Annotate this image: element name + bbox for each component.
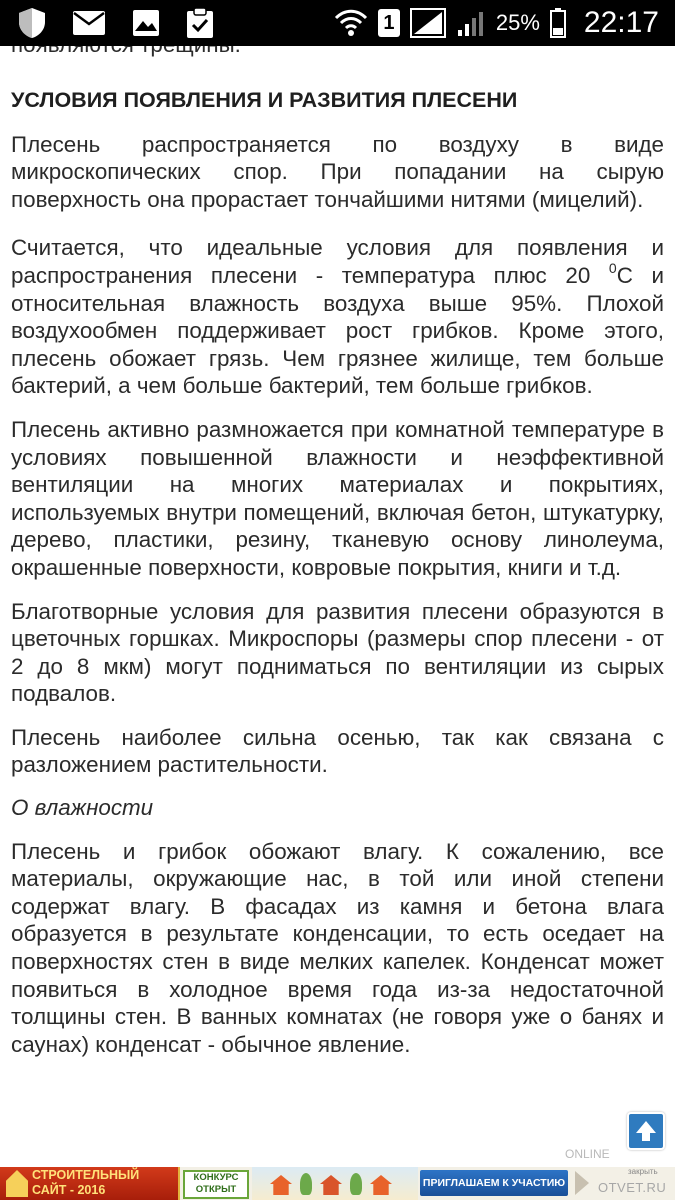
ad-title: [32, 1168, 139, 1198]
paragraph-conditions: [11, 234, 664, 400]
ad-contest-line1: КОНКУРС: [193, 1172, 239, 1183]
battery-percent: 25%: [495, 10, 540, 35]
signal-icon: [410, 8, 446, 38]
watermark-online: ONLINE: [565, 1147, 610, 1161]
tree-icon: [350, 1173, 362, 1195]
ad-banner[interactable]: [0, 1167, 675, 1200]
status-bar: [0, 0, 675, 46]
battery-icon: [550, 8, 566, 38]
ad-invite-button[interactable]: ПРИГЛАШАЕМ К УЧАСТИЮ: [420, 1170, 568, 1196]
ad-title-line1: СТРОИТЕЛЬНЫЙ: [32, 1168, 140, 1182]
paragraph-conditions-start: Считается, что идеальные условия для появления и распространения плесени - температура плюс 20: [11, 235, 664, 288]
house-logo-icon: [6, 1170, 28, 1197]
house-icon: [370, 1175, 392, 1195]
wifi-icon: [334, 8, 368, 38]
house-icon: [320, 1175, 342, 1195]
paragraph-materials: Плесень активно размножается при комнатной температуре в условиях повышенной влажности и неэффективной вентиляции на многих материалах и покрытиях, используемых внутри помещений, включая бетон, штукатурку, дерево, пластики, резину, тканевую основу линолеума, окрашенные поверхности, ковровые покрытия, книги и т.д.: [11, 416, 664, 580]
clock: 22:17: [583, 6, 659, 39]
ad-contest-badge: [183, 1170, 249, 1199]
shield-icon: [18, 7, 46, 39]
tree-icon: [300, 1173, 312, 1195]
ad-illustration: [252, 1167, 418, 1200]
paragraph-spores: Плесень распространяется по воздуху в виде микроскопических спор. При попадании на сырую поверхность она прорастает тончайшими нитями (мицелий).: [11, 131, 664, 212]
signal-2-icon: [456, 8, 486, 38]
house-icon: [270, 1175, 292, 1195]
clipboard-check-icon: [186, 7, 214, 39]
subheading-humidity: О влажности: [11, 795, 154, 821]
arrow-up-icon: [629, 1114, 663, 1148]
watermark: OTVET.RU: [598, 1180, 667, 1195]
paragraph-humidity: Плесень и грибок обожают влагу. К сожалению, все материалы, окружающие нас, в той или иной степени содержат влагу. В фасадах из камня и бетона влага образуется в результате конденсации, то есть оседает на поверхностях стен в виде мелких капелек. Конденсат может появиться в холодное время года из-за недостаточной толщины стен. В ванных комнатах (не говоря уже о банях и саунах) конденсат - обычное явление.: [11, 838, 664, 1057]
ad-title-line2: САЙТ - 2016: [32, 1183, 106, 1197]
mail-icon: [72, 10, 106, 36]
ad-close-link[interactable]: закрыть: [628, 1167, 658, 1176]
degree-superscript: 0: [608, 259, 617, 276]
paragraph-flowerpots: Благотворные условия для развития плесени образуются в цветочных горшках. Микроспоры (размеры спор плесени - от 2 до 8 мкм) могут подниматься по вентиляции из сырых подвалов.: [11, 598, 664, 707]
system-icons: [334, 6, 675, 40]
article-body: [11, 31, 664, 1058]
notification-icons: [0, 7, 214, 39]
paragraph-conditions-rest: С и относительная влажность воздуха выше 95%. Плохой воздухообмен поддерживает рост грибков. Кроме этого, плесень обожает грязь. Чем грязнее жилище, тем больше бактерий, а чем больше бактерий, тем больше грибков.: [11, 262, 664, 399]
scroll-to-top-button[interactable]: [627, 1112, 665, 1150]
sim-badge: 1: [378, 9, 400, 37]
image-icon: [132, 9, 160, 37]
arrow-right-icon: [575, 1171, 589, 1195]
paragraph-autumn: Плесень наиболее сильна осенью, так как связана с разложением растительности.: [11, 724, 664, 778]
ad-contest-line2: ОТКРЫТ: [195, 1184, 237, 1195]
ad-brand-block: [0, 1167, 180, 1200]
section-heading: УСЛОВИЯ ПОЯВЛЕНИЯ И РАЗВИТИЯ ПЛЕСЕНИ: [11, 87, 518, 112]
